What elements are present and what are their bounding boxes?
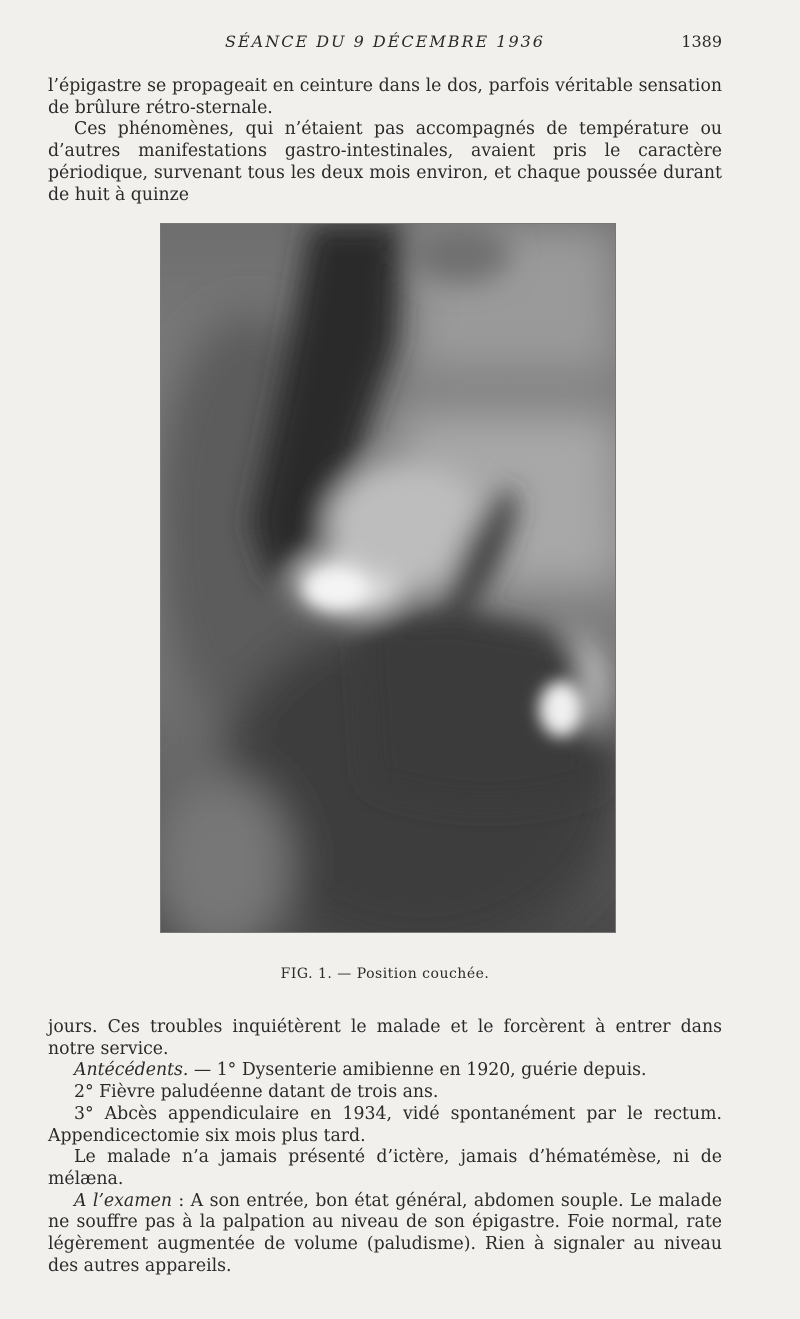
paragraph-text: : A son entrée, bon état général, abdomen souple. Le malade ne souffre pas à la palpation au niveau de son épigastre. Foie normal, rate légèrement augmentée de volume (paludisme). Rien à signaler au niveau des autres appareils. [48,1190,723,1276]
paragraph-antecedents [48,1060,722,1082]
paragraph: 3° Abcès appendiculaire en 1934, vidé spontanément par le rectum. Appendicectomie six mois plus tard. [48,1103,722,1146]
radiograph-figure [160,223,616,933]
paragraph: jours. Ces troubles inquiétèrent le malade et le forcèrent à entrer dans notre service. [48,1017,722,1059]
paragraph: 2° Fièvre paludéenne datant de trois ans. [74,1082,439,1103]
text-block-top [48,76,722,206]
text-block-bottom [48,1017,722,1277]
paragraph: Ces phénomènes, qui n’étaient pas accompagnés de température ou d’autres manifestations gastro-intestinales, avaient pris le caractère périodique, survenant tous les deux mois environ, et chaque poussée durant de huit à quinze [48,119,722,205]
page-number: 1389 [681,32,722,51]
paragraph: l’épigastre se propageait en ceinture dans le dos, parfois véritable sensation de brûlure rétro-sternale. [48,76,722,118]
running-title: SÉANCE DU 9 DÉCEMBRE 1936 [225,32,545,51]
section-label: A l’examen [74,1190,172,1211]
radiograph-image [161,224,616,933]
paragraph-text: — 1° Dysenterie amibienne en 1920, guérie depuis. [188,1060,647,1081]
paragraph-examen [48,1191,722,1278]
section-label: Antécédents. [74,1060,189,1081]
figure-caption: FIG. 1. — Position couchée. [280,966,490,982]
page-header [48,30,722,54]
paragraph: Le malade n’a jamais présenté d’ictère, jamais d’hématémèse, ni de mélæna. [48,1147,722,1189]
